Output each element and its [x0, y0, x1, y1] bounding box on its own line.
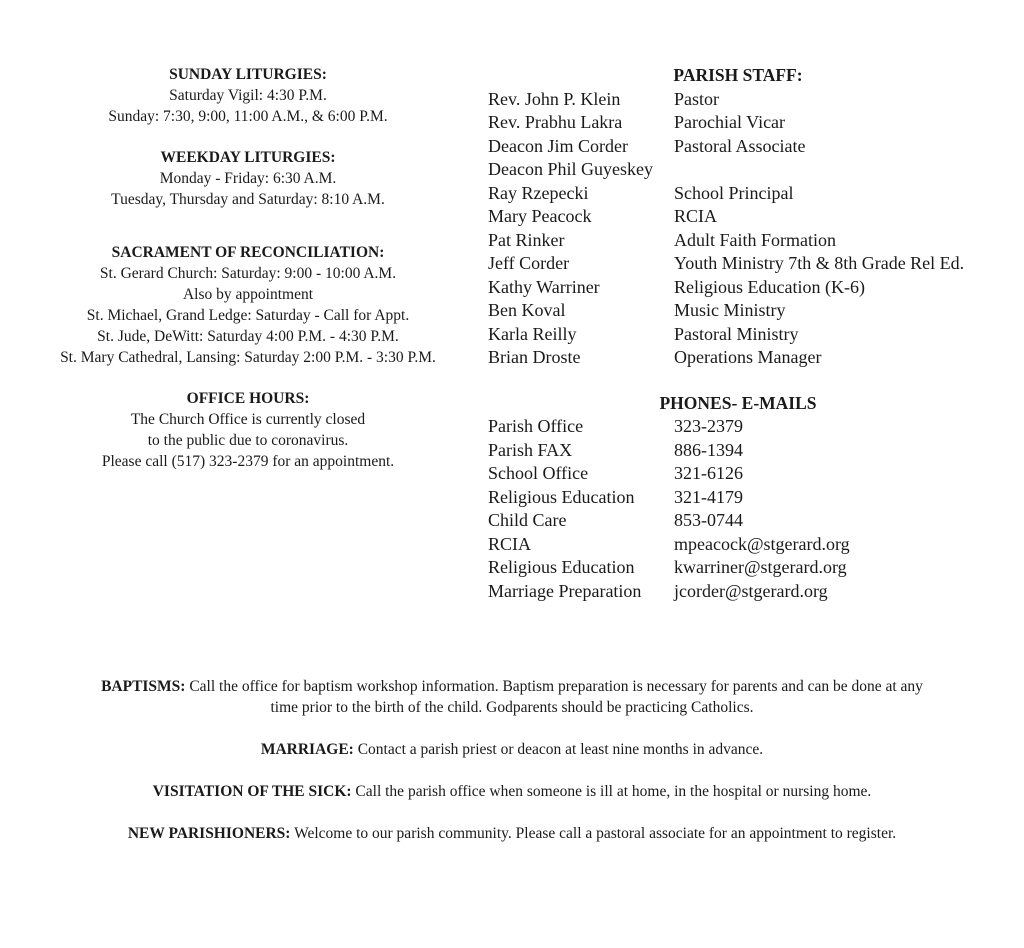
- staff-role: Religious Education (K-6): [674, 276, 865, 297]
- office-hours-line: Please call (517) 323-2379 for an appointment.: [101, 453, 395, 470]
- marriage-label: MARRIAGE:: [260, 741, 354, 758]
- staff-row: [488, 252, 1008, 276]
- parish-notes: [20, 676, 1004, 865]
- email-row: [488, 580, 1008, 604]
- staff-row: [488, 88, 1008, 112]
- email-label: RCIA: [488, 533, 532, 554]
- phone-label: Religious Education: [488, 486, 635, 507]
- phone-row: [488, 439, 1008, 463]
- staff-row: [488, 182, 1008, 206]
- email-link[interactable]: jcorder@stgerard.org: [674, 580, 828, 601]
- office-hours: [30, 388, 466, 472]
- baptisms-text-continued: time prior to the birth of the child. Godparents should be practicing Catholics.: [270, 699, 754, 716]
- phone-value: 853-0744: [674, 510, 743, 530]
- staff-name: Jeff Corder: [488, 253, 570, 273]
- reconciliation: [30, 242, 466, 368]
- staff-role: Parochial Vicar: [674, 112, 786, 132]
- staff-role: Music Ministry: [674, 300, 786, 320]
- staff-row: [488, 299, 1008, 323]
- phone-value: 321-4179: [674, 486, 743, 507]
- visitation-text: Call the parish office when someone is ill at home, in the hospital or nursing home.: [355, 783, 872, 800]
- weekday-line: Tuesday, Thursday and Saturday: 8:10 A.M.: [111, 191, 385, 208]
- staff-row: [488, 276, 1008, 300]
- sunday-liturgies-heading: SUNDAY LITURGIES:: [169, 66, 327, 83]
- staff-name: Rev. Prabhu Lakra: [488, 112, 623, 132]
- staff-row: [488, 205, 1008, 229]
- staff-name: Karla Reilly: [488, 323, 577, 344]
- visitation-note: [20, 781, 1004, 802]
- email-link[interactable]: kwarriner@stgerard.org: [674, 557, 847, 577]
- phone-label: Parish FAX: [488, 439, 573, 460]
- email-label: Marriage Preparation: [488, 580, 642, 601]
- staff-name: Ben Koval: [488, 300, 566, 320]
- staff-role: Operations Manager: [674, 347, 822, 367]
- visitation-label: VISITATION OF THE SICK:: [152, 783, 352, 800]
- staff-role: RCIA: [674, 206, 718, 226]
- staff-name: Deacon Jim Corder: [488, 135, 628, 156]
- staff-name: Ray Rzepecki: [488, 182, 589, 203]
- phone-row: [488, 486, 1008, 510]
- reconciliation-line: St. Michael, Grand Ledge: Saturday - Call for Appt.: [86, 307, 410, 324]
- sunday-line: Sunday: 7:30, 9:00, 11:00 A.M., & 6:00 P.M.: [108, 108, 388, 125]
- sunday-liturgies: [30, 64, 466, 127]
- phone-label: Child Care: [488, 510, 567, 530]
- phone-value: 321-6126: [674, 463, 743, 483]
- baptisms-text: Call the office for baptism workshop information. Baptism preparation is necessary for parents and can be done at any: [189, 678, 923, 695]
- staff-role: Pastor: [674, 88, 719, 109]
- phone-value: 886-1394: [674, 439, 743, 460]
- staff-row: [488, 158, 1008, 182]
- baptisms-label: BAPTISMS:: [101, 678, 186, 695]
- phone-row: [488, 415, 1008, 439]
- staff-name: Mary Peacock: [488, 206, 592, 226]
- phone-value: 323-2379: [674, 416, 743, 436]
- staff-row: [488, 111, 1008, 135]
- staff-name: Kathy Warriner: [488, 276, 600, 297]
- office-hours-heading: OFFICE HOURS:: [186, 390, 310, 407]
- email-label: Religious Education: [488, 557, 635, 577]
- staff-name: Brian Droste: [488, 347, 581, 367]
- staff-name: Deacon Phil Guyeskey: [488, 159, 653, 179]
- staff-row: [488, 346, 1008, 370]
- staff-role: Pastoral Ministry: [674, 323, 799, 344]
- phone-label: Parish Office: [488, 416, 584, 436]
- phone-label: School Office: [488, 463, 589, 483]
- schedule-column: [30, 64, 466, 492]
- phones-emails-heading: PHONES- E-MAILS: [659, 392, 817, 413]
- baptisms-note: [20, 676, 1004, 718]
- email-link[interactable]: mpeacock@stgerard.org: [674, 533, 850, 554]
- contacts-column: [488, 64, 1008, 603]
- email-row: [488, 556, 1008, 580]
- new-parishioners-note: [20, 823, 1004, 844]
- phones-list: [488, 415, 1008, 603]
- staff-role: Adult Faith Formation: [674, 229, 836, 250]
- sunday-line: Saturday Vigil: 4:30 P.M.: [169, 87, 327, 104]
- marriage-text: Contact a parish priest or deacon at least nine months in advance.: [357, 741, 764, 758]
- reconciliation-line: St. Gerard Church: Saturday: 9:00 - 10:00 A.M.: [99, 265, 397, 282]
- new-parishioners-text: Welcome to our parish community. Please call a pastoral associate for an appointment to register.: [294, 825, 897, 842]
- reconciliation-heading: SACRAMENT OF RECONCILIATION:: [111, 244, 385, 261]
- staff-role: School Principal: [674, 182, 794, 203]
- marriage-note: [20, 739, 1004, 760]
- email-row: [488, 533, 1008, 557]
- reconciliation-line: St. Mary Cathedral, Lansing: Saturday 2:00 P.M. - 3:30 P.M.: [60, 349, 436, 366]
- reconciliation-line: St. Jude, DeWitt: Saturday 4:00 P.M. - 4:30 P.M.: [97, 328, 399, 345]
- weekday-liturgies: [30, 147, 466, 210]
- staff-row: [488, 323, 1008, 347]
- phone-row: [488, 509, 1008, 533]
- weekday-liturgies-heading: WEEKDAY LITURGIES:: [160, 149, 336, 166]
- phone-row: [488, 462, 1008, 486]
- new-parishioners-label: NEW PARISHIONERS:: [127, 825, 291, 842]
- staff-name: Rev. John P. Klein: [488, 88, 621, 109]
- staff-row: [488, 135, 1008, 159]
- parish-staff-heading: PARISH STAFF:: [673, 65, 803, 85]
- reconciliation-line: Also by appointment: [182, 286, 314, 303]
- staff-row: [488, 229, 1008, 253]
- staff-list: [488, 88, 1008, 370]
- weekday-line: Monday - Friday: 6:30 A.M.: [159, 170, 337, 187]
- staff-role: Pastoral Associate: [674, 135, 806, 156]
- staff-role: Youth Ministry 7th & 8th Grade Rel Ed.: [674, 253, 965, 273]
- office-hours-line: The Church Office is currently closed: [130, 411, 366, 428]
- staff-name: Pat Rinker: [488, 229, 565, 250]
- office-hours-line: to the public due to coronavirus.: [147, 432, 349, 449]
